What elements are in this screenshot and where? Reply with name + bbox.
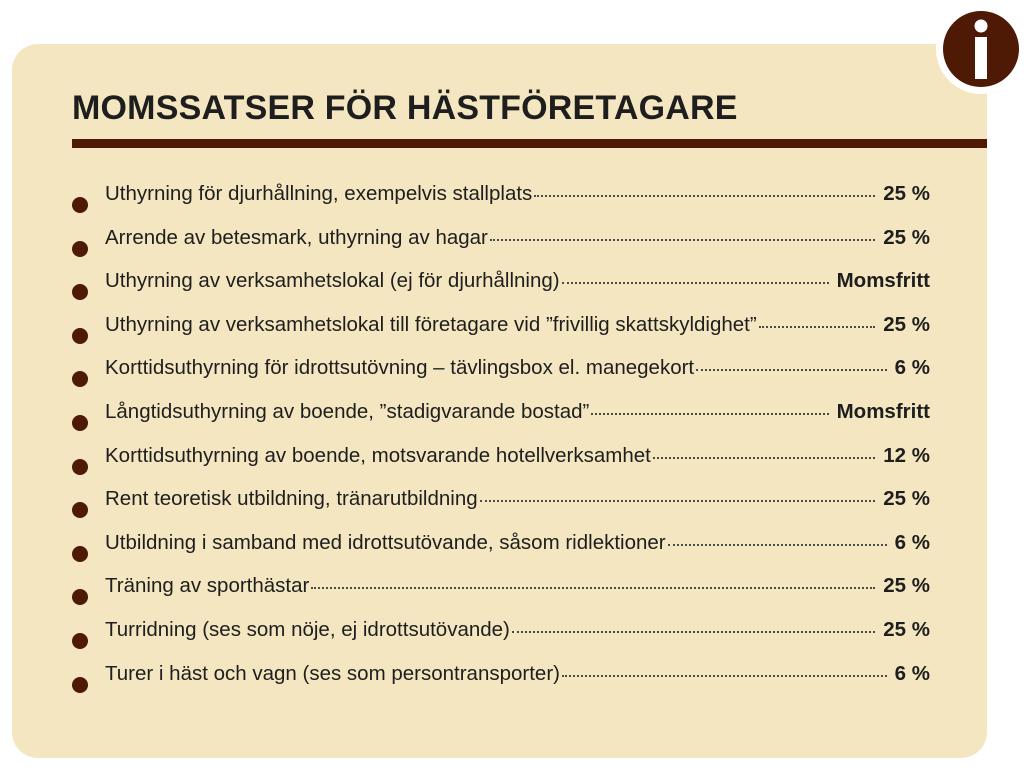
dotted-leader bbox=[480, 500, 876, 502]
dotted-leader bbox=[490, 239, 875, 241]
item-rate: 12 % bbox=[883, 443, 930, 467]
list-item bbox=[72, 444, 930, 488]
bullet-icon bbox=[72, 284, 88, 300]
item-rate: 25 % bbox=[883, 487, 930, 511]
bullet-icon bbox=[72, 328, 88, 344]
list-item bbox=[72, 269, 930, 313]
list-item bbox=[72, 574, 930, 618]
info-badge bbox=[936, 4, 1026, 94]
dotted-leader bbox=[534, 195, 875, 197]
item-label: Turridning (ses som nöje, ej idrottsutövande) bbox=[105, 617, 510, 641]
item-label: Uthyrning av verksamhetslokal till företagare vid ”frivillig skattskyldighet” bbox=[105, 312, 757, 336]
item-label: Utbildning i samband med idrottsutövande, såsom ridlektioner bbox=[105, 530, 666, 554]
item-label: Rent teoretisk utbildning, tränarutbildning bbox=[105, 487, 478, 511]
bullet-icon bbox=[72, 502, 88, 518]
item-label: Uthyrning av verksamhetslokal (ej för djurhållning) bbox=[105, 269, 560, 293]
item-rate: 25 % bbox=[883, 574, 930, 598]
dotted-leader bbox=[696, 369, 887, 371]
list-item bbox=[72, 487, 930, 531]
bullet-icon bbox=[72, 589, 88, 605]
dotted-leader bbox=[562, 282, 829, 284]
list-item bbox=[72, 400, 930, 444]
dotted-leader bbox=[311, 587, 875, 589]
list-item bbox=[72, 226, 930, 270]
item-label: Långtidsuthyrning av boende, ”stadigvarande bostad” bbox=[105, 399, 590, 423]
item-rate: 25 % bbox=[883, 225, 930, 249]
item-rate: 6 % bbox=[894, 530, 930, 554]
title-divider bbox=[72, 139, 987, 148]
dotted-leader bbox=[562, 675, 887, 677]
bullet-icon bbox=[72, 546, 88, 562]
bullet-icon bbox=[72, 371, 88, 387]
list-item bbox=[72, 531, 930, 575]
bullet-icon bbox=[72, 459, 88, 475]
item-label: Turer i häst och vagn (ses som persontransporter) bbox=[105, 661, 560, 685]
info-icon bbox=[936, 4, 1026, 94]
item-label: Arrende av betesmark, uthyrning av hagar bbox=[105, 225, 488, 249]
item-label: Korttidsuthyrning för idrottsutövning – tävlingsbox el. manegekort bbox=[105, 356, 695, 380]
bullet-icon bbox=[72, 633, 88, 649]
list-item bbox=[72, 182, 930, 226]
item-rate: Momsfritt bbox=[836, 399, 930, 423]
item-rate: 25 % bbox=[883, 182, 930, 205]
bullet-icon bbox=[72, 677, 88, 693]
item-label: Korttidsuthyrning av boende, motsvarande hotellverksamhet bbox=[105, 443, 651, 467]
vat-rate-list bbox=[72, 182, 930, 705]
dotted-leader bbox=[759, 326, 876, 328]
bullet-icon bbox=[72, 197, 88, 213]
page-title: MOMSSATSER FÖR HÄSTFÖRETAGARE bbox=[72, 89, 738, 127]
item-rate: 25 % bbox=[883, 617, 930, 641]
item-rate: 6 % bbox=[894, 661, 930, 685]
list-item bbox=[72, 618, 930, 662]
item-rate: Momsfritt bbox=[836, 269, 930, 293]
list-item bbox=[72, 356, 930, 400]
list-item bbox=[72, 313, 930, 357]
item-label: Träning av sporthästar bbox=[105, 574, 310, 598]
item-rate: 6 % bbox=[894, 356, 930, 380]
bullet-icon bbox=[72, 415, 88, 431]
bullet-icon bbox=[72, 241, 88, 257]
item-rate: 25 % bbox=[883, 312, 930, 336]
dotted-leader bbox=[591, 413, 828, 415]
item-label: Uthyrning för djurhållning, exempelvis stallplats bbox=[105, 182, 533, 205]
dotted-leader bbox=[653, 457, 875, 459]
dotted-leader bbox=[668, 544, 887, 546]
dotted-leader bbox=[512, 631, 875, 633]
list-item bbox=[72, 662, 930, 706]
